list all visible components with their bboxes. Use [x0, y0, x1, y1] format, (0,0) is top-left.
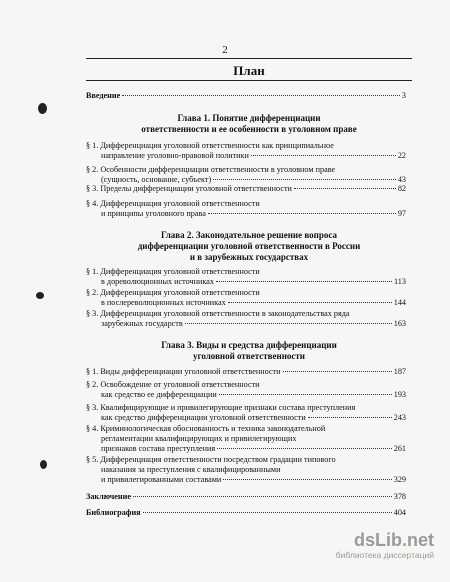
- toc-entry-conclusion[interactable]: Заключение 378: [86, 492, 406, 501]
- toc-entry-3-2[interactable]: § 2. Освобождение от уголовной ответственности как средство ее дифференциации 193: [86, 380, 406, 399]
- toc-entry-3-5[interactable]: § 5. Дифференциация ответственности посредством градации типового наказания за преступления с квалифицированными и привилегированными составами 329: [86, 455, 406, 484]
- toc-entry-2-3[interactable]: § 3. Дифференциация уголовной ответственности в законодательствах ряда зарубежных государств 163: [86, 309, 406, 328]
- toc-entry-3-4[interactable]: § 4. Криминологическая обоснованность и техника законодательной регламентации квалифицирующих и привилегирующих признаков состава преступления 261: [86, 424, 406, 453]
- title-rule: [86, 80, 412, 81]
- toc-page: 3: [401, 91, 406, 100]
- toc-entry-2-2[interactable]: § 2. Дифференциация уголовной ответственности в послереволюционных источниках 144: [86, 288, 406, 307]
- dslib-logo: dsLib.net: [353, 530, 434, 550]
- toc-label: Введение: [86, 91, 121, 100]
- toc-entry-2-1[interactable]: § 1. Дифференциация уголовной ответственности в дореволюционных источниках 113: [86, 267, 406, 286]
- dslib-subtitle: библиотека диссертаций: [335, 550, 434, 560]
- toc-entry-1-3[interactable]: § 3. Пределы дифференциации уголовной ответственности 82: [86, 184, 406, 193]
- toc-entry-3-3[interactable]: § 3. Квалифицирующие и привилегирующие признаки состава преступления как средство дифференциации уголовной ответственности 243: [86, 403, 406, 422]
- toc-entry-intro[interactable]: [86, 91, 406, 101]
- toc-entry-1-2[interactable]: § 2. Особенности дифференциации ответственности в уголовном праве (сущность, основание, субъект) 43: [86, 165, 406, 184]
- chapter-1-heading: Глава 1. Понятие дифференциации ответственности и ее особенности в уголовном праве: [141, 113, 357, 134]
- toc-entry-bibliography[interactable]: Библиография 404: [86, 508, 406, 517]
- page-number: 2: [222, 44, 228, 56]
- dslib-watermark[interactable]: [314, 530, 434, 560]
- top-rule: [86, 58, 412, 59]
- toc-entry-1-1[interactable]: § 1. Дифференциация уголовной ответственности как принципиальное направление уголовно-правовой политики 22: [86, 141, 406, 160]
- toc-entry-1-4[interactable]: § 4. Дифференциация уголовной ответственности и принципы уголовного права 97: [86, 199, 406, 218]
- chapter-2-heading: Глава 2. Законодательное решение вопроса дифференциации уголовной ответственности в России и в зарубежных государствах: [137, 230, 361, 262]
- toc-entry-3-1[interactable]: § 1. Виды дифференциации уголовной ответственности 187: [86, 367, 406, 376]
- scan-hole-mark: [36, 292, 44, 299]
- scan-hole-mark: [40, 460, 47, 469]
- page-title: План: [233, 63, 265, 78]
- chapter-3-heading: Глава 3. Виды и средства дифференциации уголовной ответственности: [161, 340, 337, 361]
- scan-hole-mark: [38, 103, 47, 114]
